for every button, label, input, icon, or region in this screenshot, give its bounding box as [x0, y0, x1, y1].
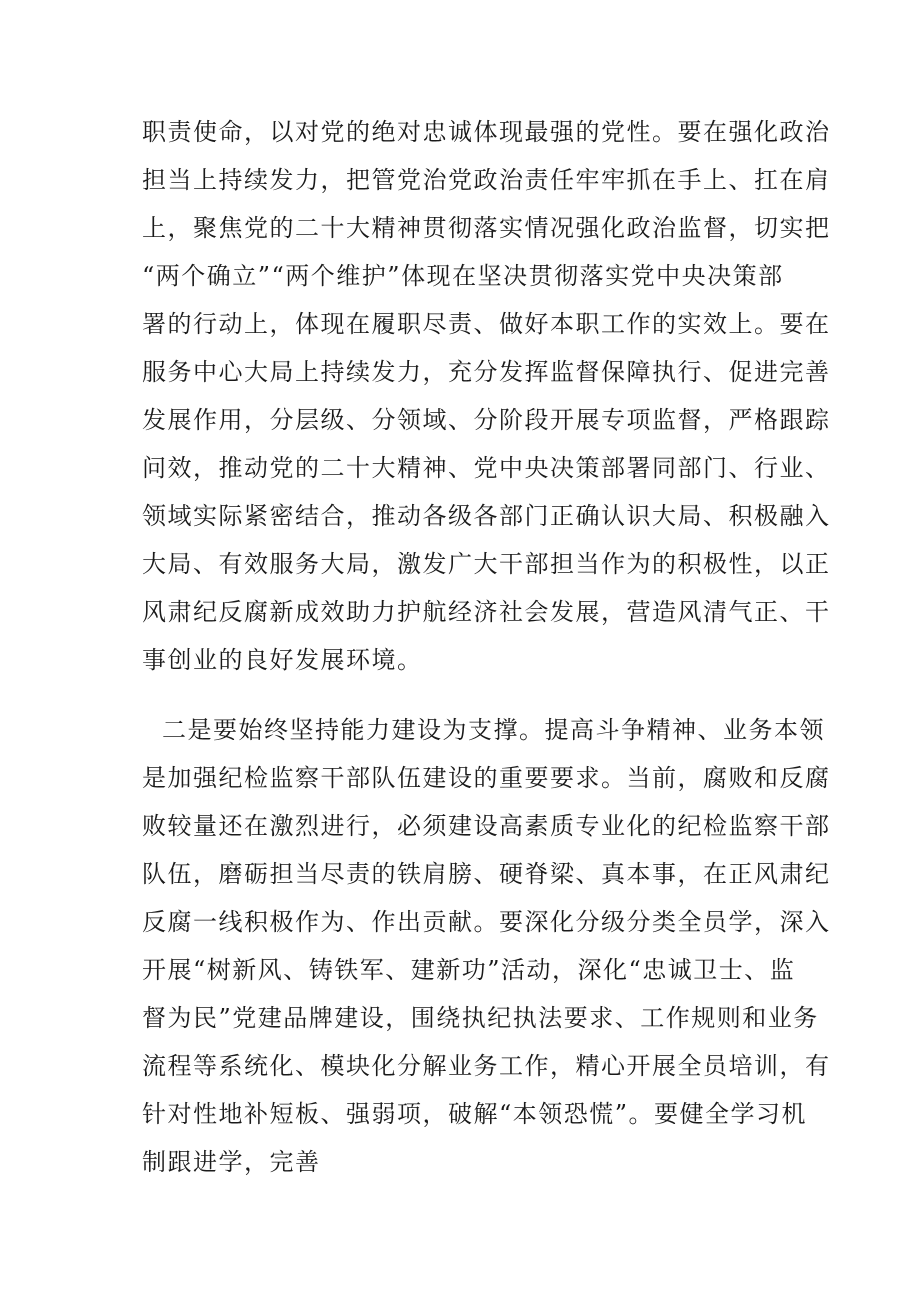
paragraph-2 [142, 706, 831, 1186]
text-line: 败较量还在激烈进行，必须建设高素质专业化的纪检监察干部 [142, 812, 831, 840]
text-line-first: 二是要始终坚持能力建设为支撑。提高斗争精神、业务本领 [162, 716, 825, 744]
text-line: 职责使命，以对党的绝对忠诚体现最强的党性。要在强化政治 [142, 118, 831, 146]
text-line: 开展“树新风、铸铁军、建新功”活动，深化“忠诚卫士、监 [142, 956, 796, 984]
text-line: 反腐一线积极作为、作出贡献。要深化分级分类全员学，深入 [142, 908, 831, 936]
paragraph-1 [142, 108, 831, 684]
text-line: 风肃纪反腐新成效助力护航经济社会发展，营造风清气正、干 [142, 598, 831, 626]
text-line: 服务中心大局上持续发力，充分发挥监督保障执行、促进完善 [142, 358, 831, 386]
text-line: 问效，推动党的二十大精神、党中央决策部署同部门、行业、 [142, 454, 831, 482]
text-line: 担当上持续发力，把管党治党政治责任牢牢抓在手上、扛在肩 [142, 166, 831, 194]
text-line: “两个确立”“两个维护”体现在坚决贯彻落实党中央决策部 [142, 262, 784, 290]
text-line: 队伍，磨砺担当尽责的铁肩膀、硬脊梁、真本事，在正风肃纪 [142, 860, 831, 888]
text-line: 是加强纪检监察干部队伍建设的重要要求。当前，腐败和反腐 [142, 764, 831, 792]
text-line-last: 事创业的良好发展环境。 [142, 646, 423, 674]
text-line: 发展作用，分层级、分领域、分阶段开展专项监督，严格跟踪 [142, 406, 831, 434]
text-line: 署的行动上，体现在履职尽责、做好本职工作的实效上。要在 [142, 310, 831, 338]
text-line: 上，聚焦党的二十大精神贯彻落实情况强化政治监督，切实把 [142, 214, 831, 242]
text-line: 流程等系统化、模块化分解业务工作，精心开展全员培训，有 [142, 1052, 831, 1080]
text-line: 针对性地补短板、强弱项，破解“本领恐慌”。要健全学习机 [142, 1100, 808, 1128]
text-line: 督为民”党建品牌建设，围绕执纪执法要求、工作规则和业务 [142, 1004, 819, 1032]
text-line: 领域实际紧密结合，推动各级各部门正确认识大局、积极融入 [142, 502, 831, 530]
text-line: 大局、有效服务大局，激发广大干部担当作为的积极性，以正 [142, 550, 831, 578]
text-line-last: 制跟进学，完善 [142, 1148, 321, 1176]
